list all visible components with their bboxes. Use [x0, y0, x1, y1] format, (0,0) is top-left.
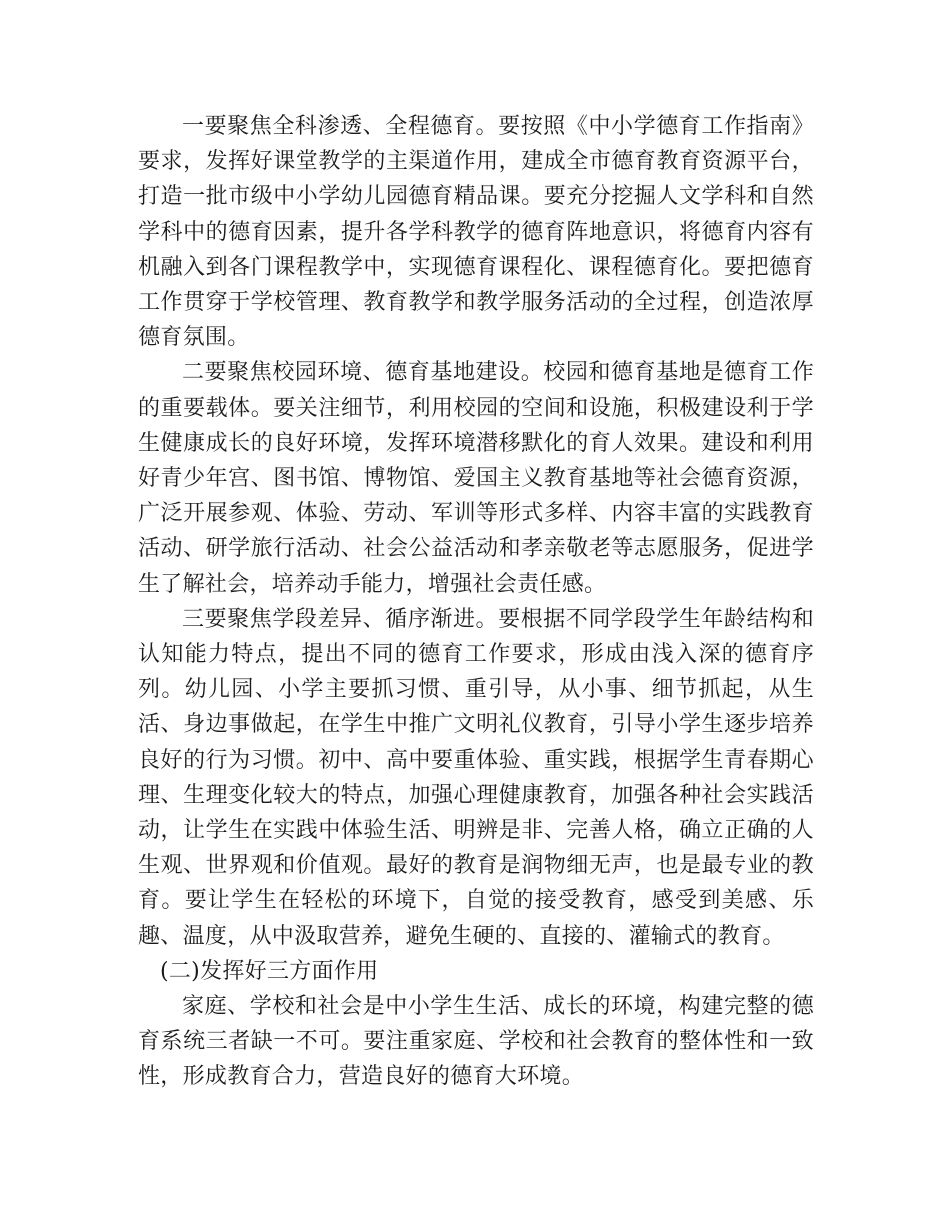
paragraph-2: 二要聚焦校园环境、德育基地建设。校园和德育基地是德育工作的重要载体。要关注细节，利用校园的空间和设施，积极建设利于学生健康成长的良好环境，发挥环境潜移默化的育人效果。建设和利用好青少年宫、图书馆、博物馆、爱国主义教育基地等社会德育资源，广泛开展参观、体验、劳动、军训等形式多样、内容丰富的实践教育活动、研学旅行活动、社会公益活动和孝亲敬老等志愿服务，促进学生了解社会，培养动手能力，增强社会责任感。: [138, 360, 814, 597]
document-page: [138, 109, 814, 1095]
paragraph-1: 一要聚焦全科渗透、全程德育。要按照《中小学德育工作指南》要求，发挥好课堂教学的主渠道作用，建成全市德育教育资源平台，打造一批市级中小学幼儿园德育精品课。要充分挖掘人文学科和自然学科中的德育因素，提升各学科教学的德育阵地意识，将德育内容有机融入到各门课程教学中，实现德育课程化、课程德育化。要把德育工作贯穿于学校管理、教育教学和教学服务活动的全过程，创造浓厚德育氛围。: [138, 114, 814, 351]
paragraph-3: 三要聚焦学段差异、循序渐进。要根据不同学段学生年龄结构和认知能力特点，提出不同的德育工作要求，形成由浅入深的德育序列。幼儿园、小学主要抓习惯、重引导，从小事、细节抓起，从生活、身边事做起，在学生中推广文明礼仪教育，引导小学生逐步培养良好的行为习惯。初中、高中要重体验、重实践，根据学生青春期心理、生理变化较大的特点，加强心理健康教育，加强各种社会实践活动，让学生在实践中体验生活、明辨是非、完善人格，确立正确的人生观、世界观和价值观。最好的教育是润物细无声，也是最专业的教育。要让学生在轻松的环境下，自觉的接受教育，感受到美感、乐趣、温度，从中汲取营养，避免生硬的、直接的、灌输式的教育。: [138, 606, 814, 949]
paragraph-4: 家庭、学校和社会是中小学生生活、成长的环境，构建完整的德育系统三者缺一不可。要注重家庭、学校和社会教育的整体性和一致性，形成教育合力，营造良好的德育大环境。: [138, 994, 814, 1090]
section-heading: (二)发挥好三方面作用: [160, 958, 379, 984]
